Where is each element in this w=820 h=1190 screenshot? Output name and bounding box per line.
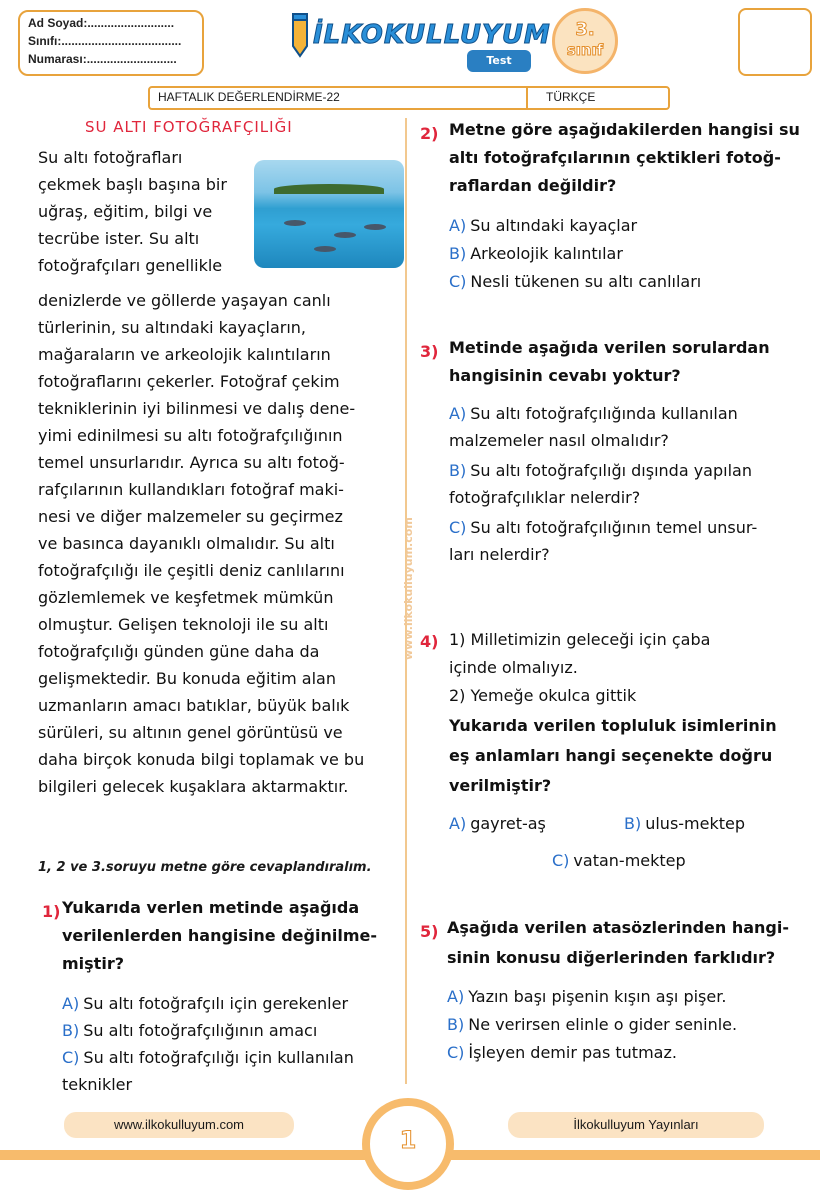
question-number: 3) <box>420 342 439 361</box>
option-continuation: malzemeler nasıl olmalıdır? <box>449 431 669 450</box>
shark-shape <box>364 224 386 230</box>
grade-label: sınıf <box>566 41 604 59</box>
shark-shape <box>284 220 306 226</box>
shark-shape <box>334 232 356 238</box>
passage-line: gelişmektedir. Bu konuda eğitim alan <box>38 669 336 688</box>
question-premise: 1) Milletimizin geleceği için çaba <box>449 630 711 649</box>
subject-label: TÜRKÇE <box>546 90 596 104</box>
page-number: 1 <box>399 1126 417 1154</box>
passage-line: fotoğrafçılığı ile çeşitli deniz canlılarını <box>38 561 345 580</box>
test-badge: Test <box>467 50 531 72</box>
assessment-title: HAFTALIK DEĞERLENDİRME-22 <box>158 90 340 104</box>
passage-line: temel unsurlarıdır. Ayrıca su altı fotoğ- <box>38 453 345 472</box>
option-text: Arkeolojik kalıntılar <box>470 244 623 263</box>
option-c[interactable] <box>449 514 757 541</box>
passage-line: denizlerde ve göllerde yaşayan canlı <box>38 291 331 310</box>
footer-website[interactable]: www.ilkokulluyum.com <box>64 1112 294 1138</box>
passage-line: fotoğrafçıları genellikle <box>38 256 223 275</box>
option-a[interactable] <box>447 983 726 1010</box>
option-b[interactable] <box>62 1017 317 1044</box>
question-line: Yukarıda verlen metinde aşağıda <box>62 898 360 917</box>
pencil-icon <box>285 12 315 58</box>
question-line: altı fotoğrafçılarının çektikleri fotoğ- <box>449 148 781 167</box>
option-letter: A) <box>449 404 467 423</box>
option-text: Ne verirsen elinle o gider seninle. <box>468 1015 738 1034</box>
option-letter: C) <box>552 851 570 870</box>
passage-title: SU ALTI FOTOĞRAFÇILIĞI <box>85 118 293 136</box>
question-line: miştir? <box>62 954 124 973</box>
option-c[interactable] <box>552 847 686 874</box>
option-text: Su altı fotoğrafçılığı dışında yapılan <box>470 461 752 480</box>
question-premise: içinde olmalıyız. <box>449 658 578 677</box>
footer-publisher: İlkokulluyum Yayınları <box>508 1112 764 1138</box>
passage-line: tekniklerinin iyi bilinmesi ve dalış dene- <box>38 399 356 418</box>
option-letter: B) <box>449 461 467 480</box>
passage-line: türlerinin, su altındaki kayaçların, <box>38 318 306 337</box>
option-text: Nesli tükenen su altı canlıları <box>470 272 702 291</box>
page-number-badge <box>362 1098 454 1190</box>
option-letter: B) <box>447 1015 465 1034</box>
question-line: Yukarıda verilen topluluk isimlerinin <box>449 716 777 735</box>
option-text: vatan-mektep <box>573 851 686 870</box>
option-text: Su altı fotoğrafçılığının temel unsur- <box>470 518 758 537</box>
option-b[interactable] <box>449 240 623 267</box>
option-letter: C) <box>62 1048 80 1067</box>
passage-line: sürüleri, su altının genel görüntüsü ve <box>38 723 343 742</box>
passage-line: ve basınca dayanıklı olmalıdır. Su altı <box>38 534 335 553</box>
name-field-label: Ad Soyad:.......................... <box>28 16 175 30</box>
info-bar <box>148 86 670 110</box>
option-text: gayret-aş <box>470 814 546 833</box>
question-number: 2) <box>420 124 439 143</box>
grade-number: 3. <box>575 19 595 40</box>
option-text: İşleyen demir pas tutmaz. <box>468 1043 677 1062</box>
option-b[interactable] <box>449 457 752 484</box>
question-line: verilmiştir? <box>449 776 552 795</box>
watermark: www.ilkokulluyum.com <box>402 517 415 660</box>
student-info-box <box>18 10 204 76</box>
option-a[interactable] <box>449 212 637 239</box>
option-text: Su altı fotoğrafçılığında kullanılan <box>470 404 738 423</box>
option-c[interactable] <box>62 1044 354 1071</box>
option-a[interactable] <box>449 810 546 837</box>
question-number: 1) <box>42 902 61 921</box>
info-divider <box>526 88 528 108</box>
option-letter: B) <box>62 1021 80 1040</box>
passage-line: nesi ve diğer malzemeler su geçirmez <box>38 507 343 526</box>
number-field-label: Numarası:........................... <box>28 52 177 66</box>
grade-badge <box>552 8 618 74</box>
question-line: raflardan değildir? <box>449 176 617 195</box>
passage-line: yimi edinilmesi su altı fotoğrafçılığının <box>38 426 343 445</box>
passage-line: fotoğraflarını çekerler. Fotoğraf çekim <box>38 372 340 391</box>
option-continuation: fotoğrafçılıklar nelerdir? <box>449 488 641 507</box>
passage-line: bilgileri gelecek kuşaklara aktarmaktır. <box>38 777 349 796</box>
instruction-note: 1, 2 ve 3.soruyu metne göre cevaplandıralım. <box>38 860 372 875</box>
option-a[interactable] <box>62 990 348 1017</box>
question-number: 4) <box>420 632 439 651</box>
option-continuation: ları nelerdir? <box>449 545 550 564</box>
option-letter: A) <box>447 987 465 1006</box>
option-letter: B) <box>624 814 642 833</box>
option-text: Yazın başı pişenin kışın aşı pişer. <box>468 987 727 1006</box>
shark-shape <box>314 246 336 252</box>
passage-line: daha birçok konuda bilgi toplamak ve bu <box>38 750 365 769</box>
question-line: Metinde aşağıda verilen sorulardan <box>449 338 770 357</box>
question-line: verilenlerden hangisine değinilme- <box>62 926 377 945</box>
logo-text: İLKOKULLUYUM <box>313 20 551 50</box>
score-box <box>738 8 812 76</box>
option-letter: C) <box>447 1043 465 1062</box>
passage-line: fotoğrafçılığı günden güne daha da <box>38 642 320 661</box>
question-line: eş anlamları hangi seçenekte doğru <box>449 746 773 765</box>
option-letter: C) <box>449 518 467 537</box>
option-text: Su altı fotoğrafçılığı için kullanılan <box>83 1048 354 1067</box>
class-field-label: Sınıfı:.................................... <box>28 34 182 48</box>
option-c[interactable] <box>449 268 701 295</box>
option-a[interactable] <box>449 400 738 427</box>
option-letter: A) <box>62 994 80 1013</box>
underwater-photo <box>254 160 404 268</box>
option-text: Su altındaki kayaçlar <box>470 216 638 235</box>
question-line: hangisinin cevabı yoktur? <box>449 366 681 385</box>
option-letter: A) <box>449 216 467 235</box>
option-letter: C) <box>449 272 467 291</box>
passage-line: olmuştur. Gelişen teknoloji ile su altı <box>38 615 329 634</box>
passage-line: gözlemlemek ve keşfetmek mümkün <box>38 588 334 607</box>
option-text: Su altı fotoğrafçılı için gerekenler <box>83 994 349 1013</box>
option-letter: B) <box>449 244 467 263</box>
question-line: Metne göre aşağıdakilerden hangisi su <box>449 120 800 139</box>
question-line: Aşağıda verilen atasözlerinden hangi- <box>447 918 790 937</box>
option-text: Su altı fotoğrafçılığının amacı <box>83 1021 318 1040</box>
passage-line: uğraş, eğitim, bilgi ve <box>38 202 213 221</box>
passage-line: tecrübe ister. Su altı <box>38 229 200 248</box>
option-b[interactable] <box>447 1011 737 1038</box>
question-premise: 2) Yemeğe okulca gittik <box>449 686 637 705</box>
option-c[interactable] <box>447 1039 677 1066</box>
option-b[interactable] <box>624 810 745 837</box>
question-number: 5) <box>420 922 439 941</box>
question-line: sinin konusu diğerlerinden farklıdır? <box>447 948 776 967</box>
island-shape <box>274 184 384 194</box>
passage-line: rafçılarının kullandıkları fotoğraf maki- <box>38 480 344 499</box>
passage-line: çekmek başlı başına bir <box>38 175 227 194</box>
option-text: ulus-mektep <box>645 814 746 833</box>
option-continuation: teknikler <box>62 1075 133 1094</box>
passage-line: mağaraların ve arkeolojik kalıntıların <box>38 345 331 364</box>
option-letter: A) <box>449 814 467 833</box>
passage-line: uzmanların amacı batıklar, büyük balık <box>38 696 350 715</box>
passage-line: Su altı fotoğrafları <box>38 148 183 167</box>
